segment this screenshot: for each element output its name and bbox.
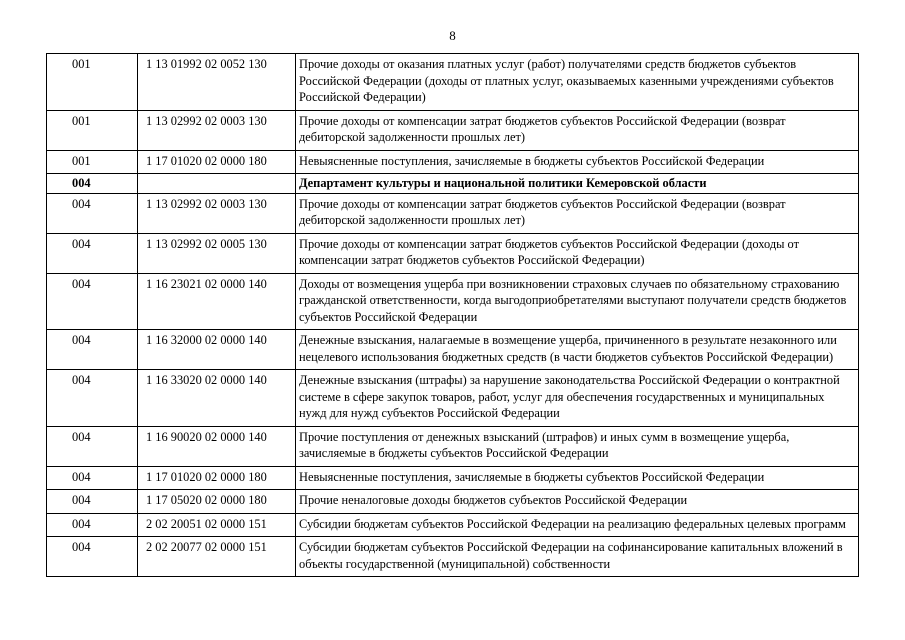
revenue-name-cell: Прочие неналоговые доходы бюджетов субъектов Российской Федерации <box>296 490 859 514</box>
revenue-code-cell <box>138 174 296 194</box>
admin-code-cell: 004 <box>47 330 138 370</box>
table-row <box>47 54 859 111</box>
revenue-name-cell: Субсидии бюджетам субъектов Российской Федерации на софинансирование капитальных вложений в объекты государственной (муниципальной) собственности <box>296 537 859 577</box>
revenue-name-cell: Субсидии бюджетам субъектов Российской Федерации на реализацию федеральных целевых программ <box>296 513 859 537</box>
table-row <box>47 466 859 490</box>
admin-code-cell: 004 <box>47 513 138 537</box>
admin-code-cell: 004 <box>47 466 138 490</box>
admin-code-cell: 004 <box>47 537 138 577</box>
revenue-codes-table <box>46 53 859 577</box>
admin-code-cell: 004 <box>47 273 138 330</box>
admin-code-cell: 004 <box>47 370 138 427</box>
table-row <box>47 150 859 174</box>
revenue-code-cell: 1 17 01020 02 0000 180 <box>138 466 296 490</box>
revenue-code-cell: 2 02 20051 02 0000 151 <box>138 513 296 537</box>
table-row <box>47 233 859 273</box>
revenue-code-cell: 1 16 32000 02 0000 140 <box>138 330 296 370</box>
revenue-code-cell: 1 16 90020 02 0000 140 <box>138 426 296 466</box>
revenue-code-cell: 1 16 33020 02 0000 140 <box>138 370 296 427</box>
page-number: 8 <box>449 28 456 43</box>
admin-code-cell: 004 <box>47 193 138 233</box>
revenue-code-cell: 1 13 02992 02 0003 130 <box>138 110 296 150</box>
table-row <box>47 426 859 466</box>
revenue-code-cell: 1 13 01992 02 0052 130 <box>138 54 296 111</box>
revenue-name-cell: Департамент культуры и национальной политики Кемеровской области <box>296 174 859 194</box>
admin-code-cell: 004 <box>47 490 138 514</box>
admin-code-cell: 001 <box>47 110 138 150</box>
revenue-code-cell: 2 02 20077 02 0000 151 <box>138 537 296 577</box>
revenue-code-cell: 1 13 02992 02 0003 130 <box>138 193 296 233</box>
revenue-name-cell: Невыясненные поступления, зачисляемые в бюджеты субъектов Российской Федерации <box>296 150 859 174</box>
table-row <box>47 193 859 233</box>
table-body <box>47 54 859 577</box>
admin-code-cell: 004 <box>47 233 138 273</box>
admin-code-cell: 004 <box>47 174 138 194</box>
admin-code-cell: 001 <box>47 150 138 174</box>
revenue-name-cell: Денежные взыскания, налагаемые в возмещение ущерба, причиненного в результате незаконного или нецелевого использования бюджетных средств (в части бюджетов субъектов Российской Федерации) <box>296 330 859 370</box>
revenue-code-cell: 1 17 05020 02 0000 180 <box>138 490 296 514</box>
table-row <box>47 537 859 577</box>
revenue-code-cell: 1 17 01020 02 0000 180 <box>138 150 296 174</box>
table-row <box>47 174 859 194</box>
table-row <box>47 110 859 150</box>
revenue-code-cell: 1 13 02992 02 0005 130 <box>138 233 296 273</box>
revenue-name-cell: Прочие доходы от оказания платных услуг (работ) получателями средств бюджетов субъектов Российской Федерации (доходы от платных услуг, оказываемых казенными учреждениями субъектов Российской Федерации) <box>296 54 859 111</box>
revenue-name-cell: Прочие доходы от компенсации затрат бюджетов субъектов Российской Федерации (возврат дебиторской задолженности прошлых лет) <box>296 110 859 150</box>
table-row <box>47 370 859 427</box>
revenue-name-cell: Денежные взыскания (штрафы) за нарушение законодательства Российской Федерации о контрактной системе в сфере закупок товаров, работ, услуг для обеспечения государственных и муниципальных нужд для нужд субъектов Российской Федерации <box>296 370 859 427</box>
table-row <box>47 513 859 537</box>
admin-code-cell: 004 <box>47 426 138 466</box>
revenue-code-cell: 1 16 23021 02 0000 140 <box>138 273 296 330</box>
admin-code-cell: 001 <box>47 54 138 111</box>
table-row <box>47 490 859 514</box>
revenue-name-cell: Доходы от возмещения ущерба при возникновении страховых случаев по обязательному страхованию гражданской ответственности, когда выгодоприобретателями выступают получатели средств бюджетов субъектов Российской Федерации <box>296 273 859 330</box>
table-row <box>47 273 859 330</box>
table-row <box>47 330 859 370</box>
revenue-name-cell: Прочие поступления от денежных взысканий (штрафов) и иных сумм в возмещение ущерба, зачисляемые в бюджеты субъектов Российской Федерации <box>296 426 859 466</box>
revenue-name-cell: Невыясненные поступления, зачисляемые в бюджеты субъектов Российской Федерации <box>296 466 859 490</box>
revenue-name-cell: Прочие доходы от компенсации затрат бюджетов субъектов Российской Федерации (возврат дебиторской задолженности прошлых лет) <box>296 193 859 233</box>
revenue-name-cell: Прочие доходы от компенсации затрат бюджетов субъектов Российской Федерации (доходы от компенсации затрат бюджетов субъектов Российской Федерации) <box>296 233 859 273</box>
